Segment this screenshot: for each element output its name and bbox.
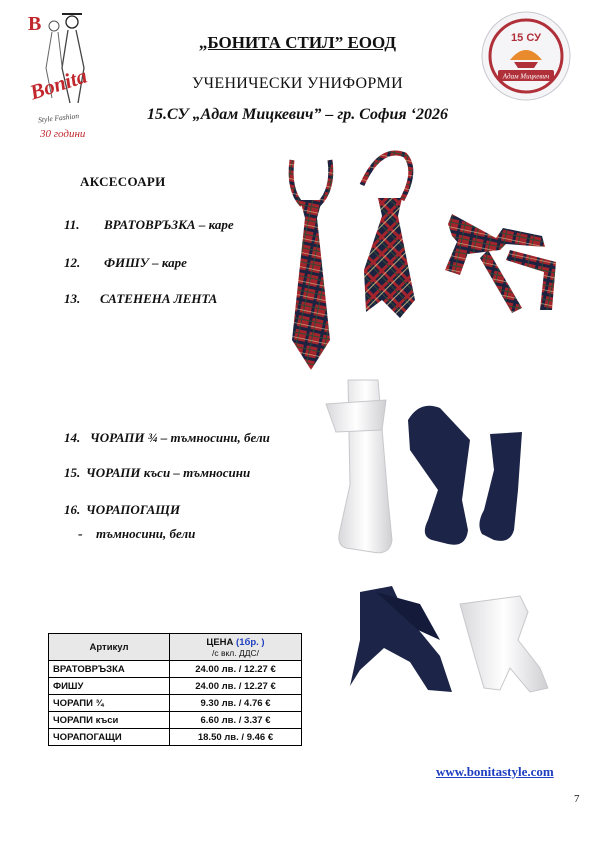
white-knee-sock-image (326, 380, 392, 553)
section-title: АКСЕСОАРИ (80, 174, 166, 189)
list-item-11: 11. ВРАТОВРЪЗКА – каре (64, 217, 234, 232)
svg-text:15 СУ: 15 СУ (511, 32, 541, 44)
price-table (48, 633, 302, 746)
table-row: ЧОРАПИ къси 6.60 лв. / 3.37 € (49, 712, 302, 729)
column-header-price: ЦЕНА (1бр. ) /с вкл. ДДС/ (170, 634, 302, 661)
table-row: ЧОРАПИ ¾ 9.30 лв. / 4.76 € (49, 695, 302, 712)
list-item-14: 14. ЧОРАПИ ¾ – тъмносини, бели (64, 430, 270, 445)
svg-text:B: B (28, 13, 42, 35)
company-name: „БОНИТА СТИЛ” ЕООД (198, 33, 397, 52)
school-name: 15.СУ „Адам Мицкевич” – гр. София ‘2026 (147, 106, 448, 123)
table-row: ВРАТОВРЪЗКА 24.00 лв. / 12.27 € (49, 661, 302, 678)
navy-knee-sock-image (408, 406, 470, 545)
catalog-subtitle: УЧЕНИЧЕСКИ УНИФОРМИ (192, 75, 403, 92)
list-item-12: 12. ФИШУ – каре (64, 255, 187, 270)
list-item-13: 13. САТЕНЕНА ЛЕНТА (64, 291, 218, 306)
white-tights-image (460, 596, 548, 692)
list-item-16-sub: - тъмносини, бели (78, 526, 196, 542)
list-item-16: 16. ЧОРАПОГАЩИ (64, 502, 181, 517)
svg-text:Адам Мицкевич: Адам Мицкевич (502, 72, 550, 81)
svg-text:Style Fashion: Style Fashion (37, 111, 80, 125)
website-link[interactable]: www.bonitastyle.com (436, 764, 554, 779)
column-header-item: Артикул (49, 634, 170, 661)
page-number: 7 (574, 793, 580, 805)
table-row: ФИШУ 24.00 лв. / 12.27 € (49, 678, 302, 695)
list-item-15: 15. ЧОРАПИ къси – тъмносини (64, 465, 251, 480)
brand-text: Bonita (26, 63, 90, 105)
tie-image (291, 160, 331, 370)
years-text: 30 години (40, 128, 86, 140)
table-header-row (49, 634, 302, 661)
cravat-image (362, 153, 415, 318)
satin-ribbon-image (445, 214, 556, 313)
table-row: ЧОРАПОГАЩИ 18.50 лв. / 9.46 € (49, 729, 302, 746)
navy-tights-image (350, 586, 452, 692)
navy-short-sock-image (479, 432, 522, 541)
